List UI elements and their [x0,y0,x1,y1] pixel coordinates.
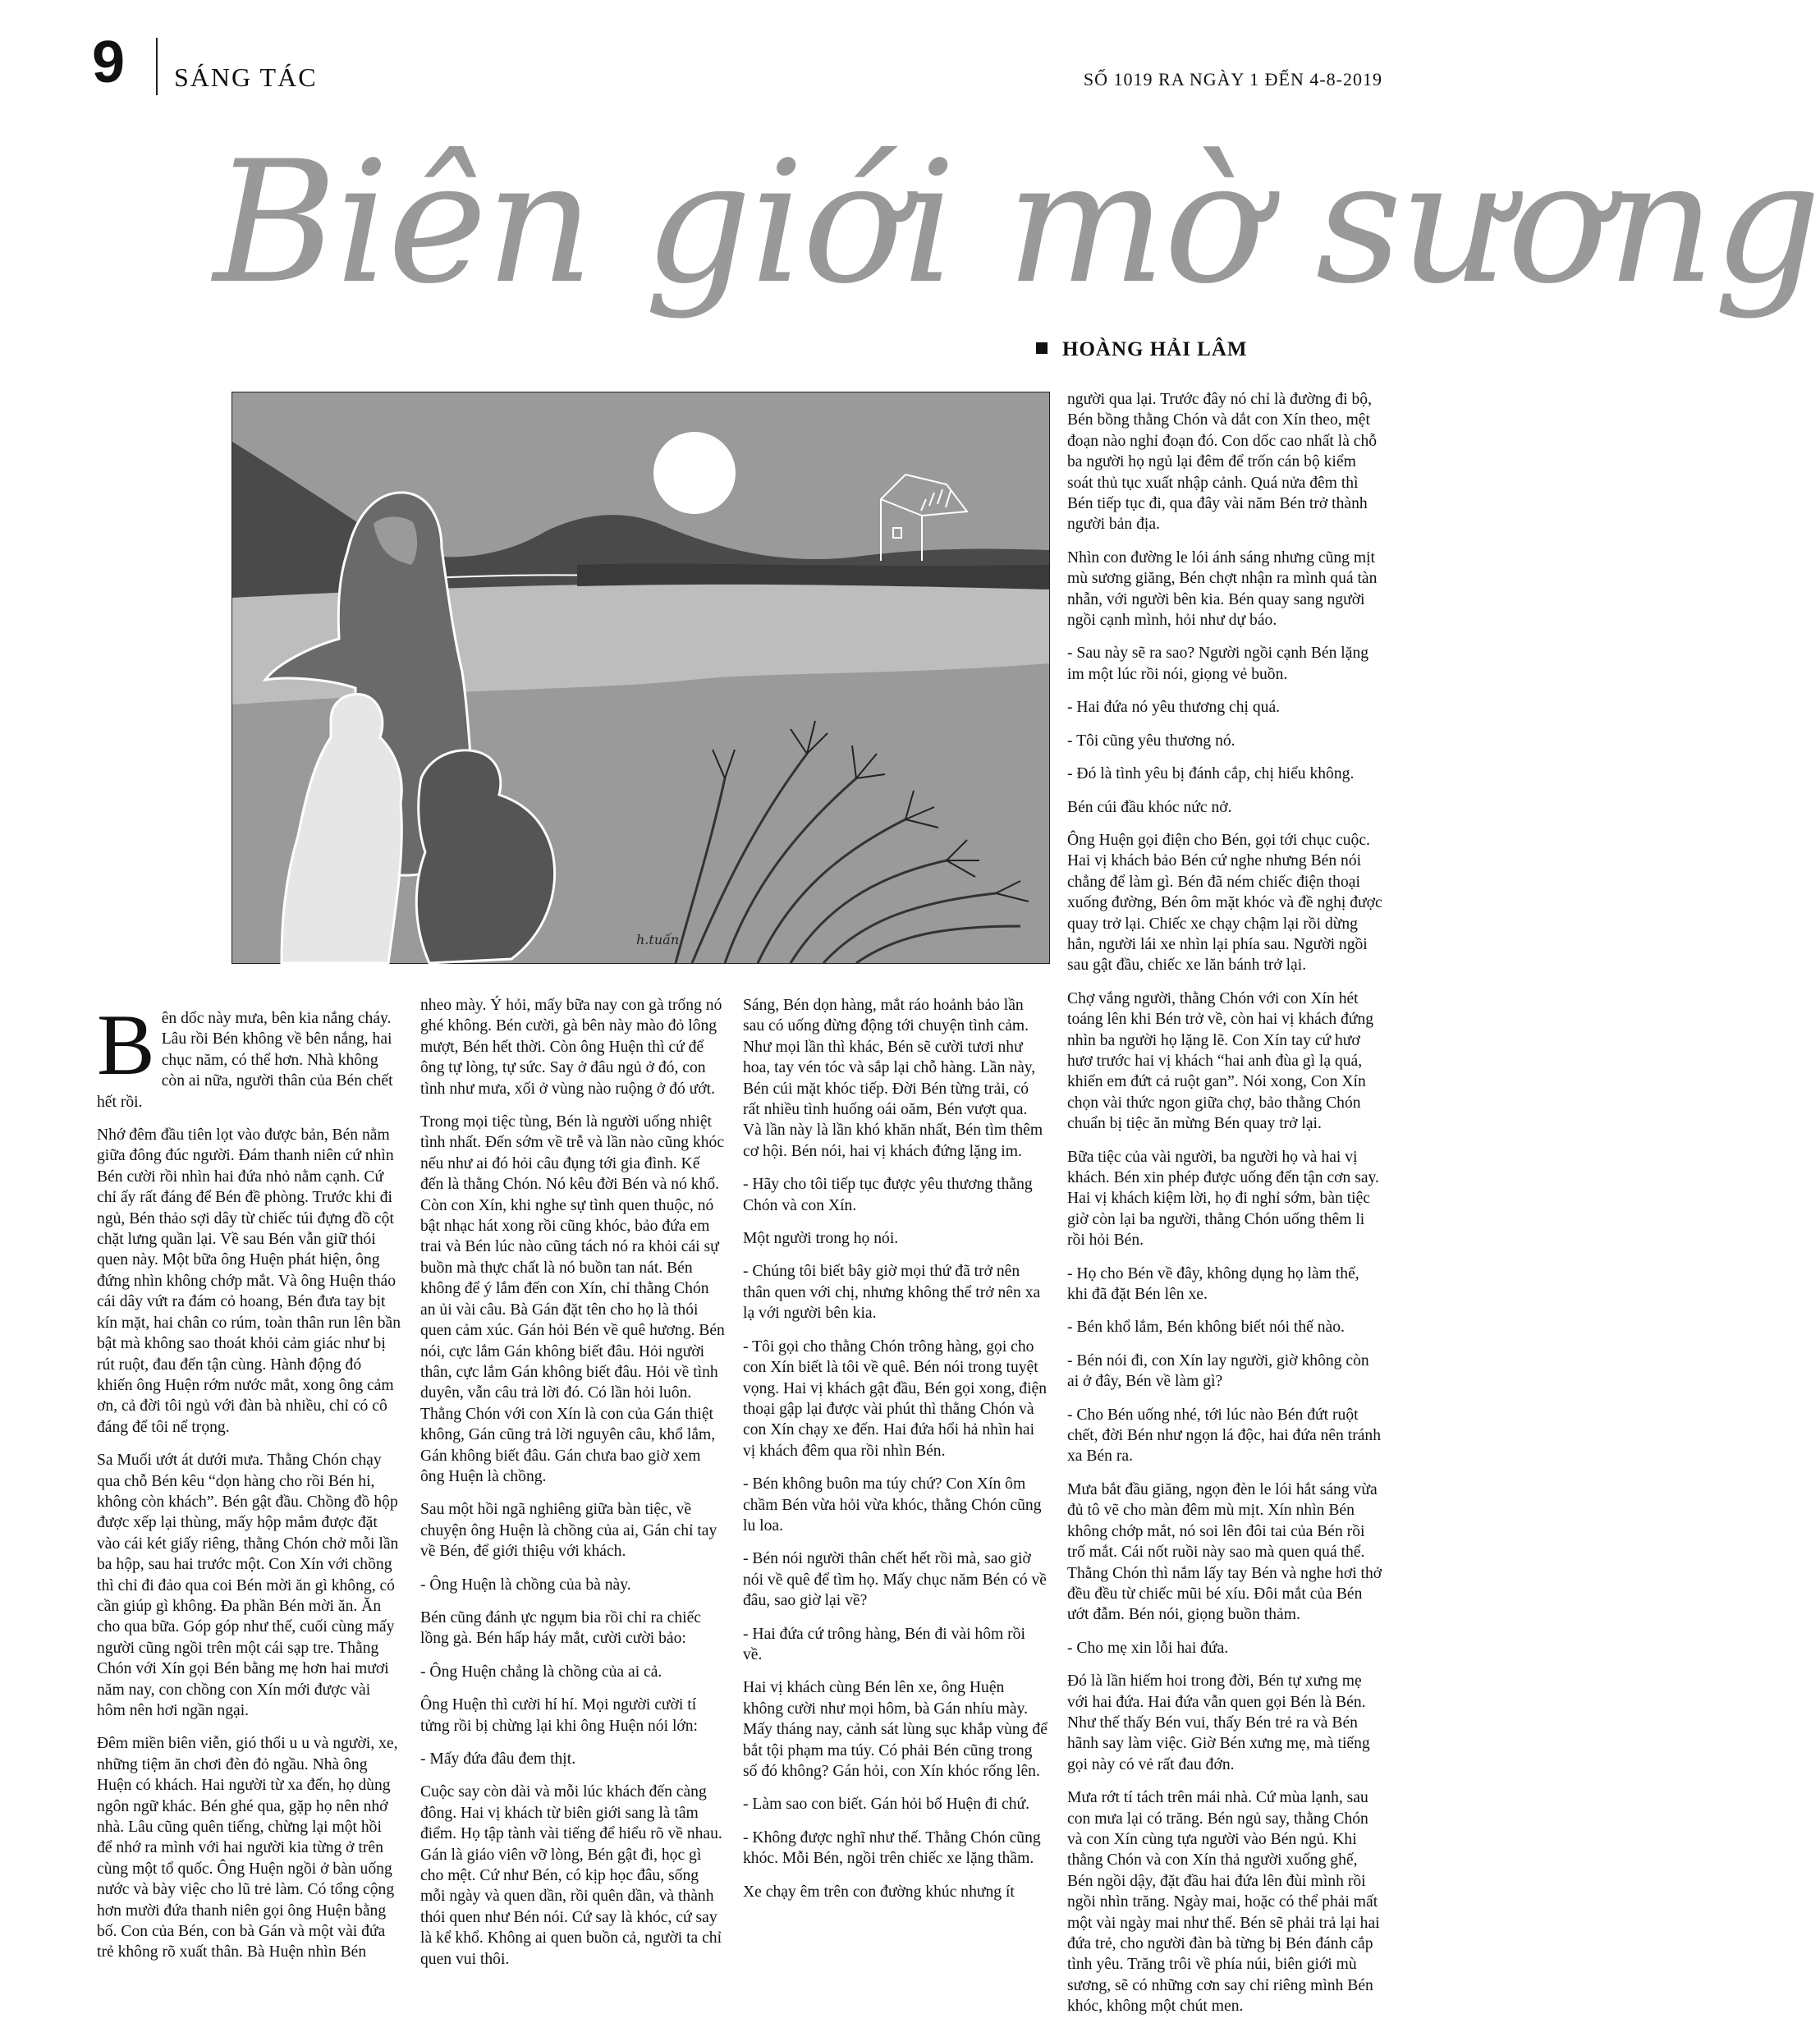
drop-cap: B [97,997,155,1093]
paragraph: - Không được nghĩ như thế. Thằng Chón cũng khóc. Mỗi Bén, ngồi trên chiếc xe lặng thầm. [743,1828,1041,1868]
paragraph: - Cho mẹ xin lỗi hai đứa. [1067,1639,1229,1657]
paragraph: Mưa rớt tí tách trên mái nhà. Cứ mùa lạnh, sau con mưa lại có trăng. Bén ngủ say, thằng Chón và con Xín cùng tựa người vào Bén ngủ. Khi thằng Chón và con Xín thả người xuống ghế, Bén ngồi dậy, đặt đầu hai đứa lên đùi mình rồi ngồi nhìn trăng. Ngày mai, hoặc có thể phải mất một vài ngày mai như thế. Bén sẽ phải trả lại hai đứa trẻ, cho người đàn bà từng bị Bén đánh cắp tình yêu. Trăng trôi về phía núi, biên giới mù sương, sẽ có những cơn say chỉ riêng mình Bén khóc, không một chút men. [1067,1789,1380,2016]
text-column-4 [1067,389,1383,2030]
square-bullet-icon [1036,342,1048,354]
paragraph: Hai vị khách cùng Bén lên xe, ông Huện không cười như mọi hôm, bà Gán nhíu mày. Mấy tháng nay, cảnh sát lùng sục khắp vùng để bắt tội phạm ma túy. Có phải Bén cũng trong số đó không? Gán hỏi, con Xín khóc rống lên. [743,1679,1048,1780]
paragraph: Một người trong họ nói. [743,1230,899,1248]
paragraph: - Chúng tôi biết bây giờ mọi thứ đã trở nên thân quen với chị, nhưng không thể trở nên xa lạ với người bên kia. [743,1263,1041,1323]
paragraph: - Đó là tình yêu bị đánh cắp, chị hiểu không. [1067,765,1355,783]
story-illustration [232,392,1050,964]
paragraph: Ông Huện thì cười hí hí. Mọi người cười tí tửng rồi bị chừng lại khi ông Huện nói lớn: [420,1696,698,1735]
paragraph: Đêm miền biên viễn, gió thổi u u và người, xe, những tiệm ăn chơi đèn đỏ ngầu. Nhà ông Huện có khách. Hai người từ xa đến, họ dùng ngôn ngữ khác. Bén ghé qua, gặp họ nên nhớ nhà. Lâu cũng quên tiếng, chừng lại một hồi để nhớ ra mình với hai người kia từng ở trên cùng một tổ quốc. Ông Huện ngồi ở bàn uống nước và bày việc cho lũ trẻ làm. Có tổng cộng hơn mười đứa thanh niên gọi ông Huện bằng bố. Con của Bén, con bà Gán và một vài đứa trẻ không rõ xuất thân. Bà Huện nhìn Bén [97,1735,398,1961]
illustration-drawing [232,392,1049,963]
section-name: SÁNG TÁC [174,62,318,92]
paragraph: - Sau này sẽ ra sao? Người ngồi cạnh Bén lặng im một lúc rồi nói, giọng vẻ buồn. [1067,645,1369,683]
illustrator-signature: h.tuấn [636,932,680,947]
issue-date: SỐ 1019 RA NGÀY 1 ĐẾN 4-8-2019 [1083,69,1382,89]
paragraph: Cuộc say còn dài và mỗi lúc khách đến càng đông. Hai vị khách từ biên giới sang là tâm điểm. Họ tập tành vài tiếng để hiểu rõ về nhau. Gán là giáo viên vỡ lòng, Bén gật đi, học gì cho mệt. Cứ như Bén, có kịp học đâu, sống mỗi ngày và quen dần, rồi quên dần, và thành thói quen như Bén nói. Cứ say là khóc, cứ say là kể khổ. Không ai quen buồn cả, người ta chỉ quen vui thôi. [420,1783,722,1968]
paragraph: - Mấy đứa đâu đem thịt. [420,1750,576,1768]
paragraph: - Tôi cũng yêu thương nó. [1067,732,1235,750]
paragraph: nheo mày. Ý hỏi, mấy bữa nay con gà trống nó ghé không. Bén cười, gà bên này mào đỏ lông mượt, Bén hết thời. Còn ông Huện thì cứ để ông tự lòng, tự sức. Say ở đâu ngủ ở đó, con tình như mưa, xối ở vùng nào ruộng ở đó ướt. [420,997,722,1098]
paragraph: - Hai đứa cứ trông hàng, Bén đi vài hôm rồi về. [743,1625,1025,1663]
text-column-2 [420,995,726,1982]
paragraph: Chợ vắng người, thằng Chón với con Xín hét toáng lên khi Bén trở về, còn hai vị khách đứng nhìn ba người họ lặng lẽ. Con Xín tay cứ hươ hươ trước hai vị khách “hai anh đùa gì lạ quá, khiến em đứt cả ruột gan”. Nói xong, Con Xín chọn vài thức ngon giữa chợ, bảo thằng Chón chuẩn bị tiệc ăn mừng Bén quay trở lại. [1067,989,1374,1133]
paragraph: - Hãy cho tôi tiếp tục được yêu thương thằng Chón và con Xín. [743,1176,1033,1214]
paragraph: Trong mọi tiệc tùng, Bén là người uống nhiệt tình nhất. Đến sớm về trễ và lần nào cũng khóc nếu như ai đó hỏi câu đụng tới gia đình. Kế đến là thằng Chón. Nó kêu đời Bén và nó khổ. Còn con Xín, khi nghe sự tình quen thuộc, nó bật nhạc hát xong rồi cũng khóc, bảo đứa em trai và Bén lúc nào cũng tách nó ra khỏi cái sự buồn mà thực chất là nó buồn tan nát. Bén không để ý lắm đến con Xín, chỉ thằng Chón an ủi vài câu. Bà Gán đặt tên cho họ là thói quen cảm xúc. Gán hỏi Bén về quê hương. Bén nói, cực lắm Gán không biết đâu. Hỏi người thân, cực lắm Gán không biết đâu. Hỏi về tình duyên, vẫn câu trả lời đó. Có lần hỏi luôn. Thằng Chón với con Xín là con của Gán thiệt không, Gán cũng trả lời nguyên câu, khổ lắm, Gán không biết đâu. Gán chưa bao giờ xem ông Huện là chồng. [420,1113,725,1485]
paragraph: - Bén nói người thân chết hết rồi mà, sao giờ nói về quê để tìm họ. Mấy chục năm Bén có về đâu, sao giờ lại về? [743,1550,1048,1610]
author-name: HOÀNG HẢI LÂM [1062,338,1248,360]
paragraph: Nhìn con đường le lói ánh sáng nhưng cũng mịt mù sương giăng, Bén chợt nhận ra mình quá tàn nhẫn, với người bên kia. Bén quay sang người ngồi cạnh mình, hỏi như dự báo. [1067,548,1378,630]
paragraph: - Ông Huện là chồng của bà này. [420,1576,631,1594]
header-divider [156,38,158,95]
paragraph: Sa Muối ướt át dưới mưa. Thằng Chón chạy qua chỗ Bén kêu “dọn hàng cho rồi Bén hi, không còn khách”. Bén gật đầu. Chồng đồ hộp được xếp lại thùng, mấy hộp mắm được đặt vào cái két giấy riêng, thằng Chón chở mỗi lần ba hộp, sau hai trước một. Con Xín với chồng thì chỉ đi đảo qua coi Bén mời ăn gì không, có cần giúp gì không. Đa phần Bén mời ăn. Ăn cho qua bữa. Góp góp như thế, cuối cùng mấy người cũng ngồi trên một cái sạp tre. Thằng Chón với Xín gọi Bén bằng mẹ hơn hai mươi năm nay, con chồng con Xín mới được vài hôm nên hơi ngần ngại. [97,1452,399,1719]
paragraph: Ông Huện gọi điện cho Bén, gọi tới chục cuộc. Hai vị khách bảo Bén cứ nghe nhưng Bén nói chẳng để làm gì. Bén đã ném chiếc điện thoại xuống đường, Bén ôm mặt khóc và đề nghị được quay trở lại. Chiếc xe chạy chậm lại rồi dừng hẳn, người lái xe nhìn lại phía sau. Người ngồi sau gật đầu, chiếc xe lăn bánh trở lại. [1067,831,1382,975]
text-column-3 [743,995,1048,1915]
paragraph: Xe chạy êm trên con đường khúc nhưng ít [743,1883,1015,1901]
paragraph: Bữa tiệc của vài người, ba người họ và hai vị khách. Bén xin phép được uống đến tận cơn say. Hai vị khách kiệm lời, họ đi nghỉ sớm, bàn tiệc giờ còn lại ba người, thằng Chón uống thêm li rồi hỏi Bén. [1067,1148,1379,1250]
paragraph: Đó là lần hiếm hoi trong đời, Bén tự xưng mẹ với hai đứa. Hai đứa vẫn quen gọi Bén là Bén. Như thế thấy Bén vui, thấy Bén trẻ ra và Bén hãnh say làm việc. Giờ Bén xưng mẹ, mà tiếng gọi này có vẻ rất đau đớn. [1067,1672,1370,1773]
paragraph: - Làm sao con biết. Gán hỏi bố Huện đi chứ. [743,1796,1030,1814]
paragraph: - Bén không buôn ma túy chứ? Con Xín ôm chầm Bén vừa hỏi vừa khóc, thằng Chón cũng lu loa. [743,1475,1042,1535]
paragraph: Bên dốc này mưa, bên kia nắng cháy. Lâu rồi Bén không về bên nắng, hai chục năm, có thể hơn. Nhà không còn ai nữa, người thân của Bén chết hết rồi. [97,997,393,1111]
paragraph: - Hai đứa nó yêu thương chị quá. [1067,699,1281,717]
paragraph: Sau một hồi ngã nghiêng giữa bàn tiệc, về chuyện ông Huện là chồng của ai, Gán chỉ tay về Bén, để giới thiệu với khách. [420,1501,717,1561]
paragraph: - Bén khổ lắm, Bén không biết nói thế nào. [1067,1319,1345,1337]
paragraph: - Bén nói đi, con Xín lay người, giờ không còn ai ở đây, Bén về làm gì? [1067,1351,1369,1391]
paragraph: - Cho Bén uống nhé, tới lúc nào Bén đứt ruột chết, đời Bén như ngọn lá độc, hai đứa nên tránh xa Bén ra. [1067,1406,1382,1466]
text-column-1 [97,997,401,1975]
paragraph: Nhớ đêm đầu tiên lọt vào được bản, Bén nằm giữa đông đúc người. Đám thanh niên cứ nhìn Bén cười rồi nhìn hai đứa nhỏ nằm cạnh. Cứ chỉ ấy rất đáng để Bén đề phòng. Trước khi đi ngủ, Bén thảo sợi dây từ chiếc túi đựng đồ cột chặt lưng quần lại. Về sau Bén vẫn giữ thói quen này. Một bữa ông Huện phát hiện, ông đứng nhìn không chớp mắt. Và ông Huện tháo cái dây vứt ra đám cỏ hoang, Bén đưa tay bịt kín mặt, hai chân co rúm, toàn thân run lên bần bật mà không sao thoát khỏi cảm giác như bị rút ruột, đau đến tận cùng. Hành động đó khiến ông Huện rớm nước mắt, xong ông cảm ơn, cả đời tôi ngủ với đàn bà nhiều, chỉ có cô đáng để tôi nể trọng. [97,1126,401,1436]
paragraph: người qua lại. Trước đây nó chỉ là đường đi bộ, Bén bồng thằng Chón và dắt con Xín theo, mệt đoạn nào nghỉ đoạn đó. Con dốc cao nhất là chỗ ba người họ ngủ lại đêm để trốn cán bộ kiểm soát thủ tục xuất nhập cảnh. Quá nửa đêm thì Bén tiếp tục đi, qua đây vài năm Bén trở thành người bản địa. [1067,391,1378,534]
paragraph: Bén cũng đánh ực ngụm bia rồi chỉ ra chiếc lồng gà. Bén hấp háy mắt, cười cười bảo: [420,1608,701,1648]
page-number: 9 [92,30,126,95]
paragraph: - Tôi gọi cho thằng Chón trông hàng, gọi cho con Xín biết là tôi về quê. Bén nói trong tuyệt vọng. Hai vị khách gật đầu, Bén gọi xong, điện thoại gập lại được vài phút thì thằng Chón và con Xín chạy xe đến. Hai đứa hổi hả nhìn hai vị khách đêm qua rồi nhìn Bén. [743,1337,1048,1460]
paragraph: - Ông Huện chẳng là chồng của ai cả. [420,1663,662,1681]
paragraph: Mưa bắt đầu giăng, ngọn đèn le lói hắt sáng vừa đủ tô vẽ cho màn đêm mù mịt. Xín nhìn Bén không chớp mắt, nó soi lên đôi tai của Bén rồi trố mắt. Cái nốt ruồi này sao mà quen quá thể. Thằng Chón thì nắm lấy tay Bén và nghe hơi thở đều đều từ chiếc mũi bé xíu. Đôi mắt của Bén ướt đẫm. Bén nói, giọng buồn thảm. [1067,1480,1382,1624]
author-byline [1036,338,1248,361]
moon-shape [653,432,736,514]
page-header [0,0,1479,131]
paragraph: - Họ cho Bén về đây, không dụng họ làm thế, khi đã đặt Bén lên xe. [1067,1264,1359,1304]
paragraph: Sáng, Bén dọn hàng, mắt ráo hoảnh bảo lần sau có uống đừng động tới chuyện tình cảm. Như mọi lần thì khác, Bén sẽ cười tươi như hoa, tay vén tóc và sắp lại chỗ hàng. Lần này, Bén cúi mặt khóc tiếp. Đời Bén từng trải, có rất nhiều tình huống oái oăm, Bén vượt qua. Và lần này là lần khó khăn nhất, Bén tìm thêm cơ hội. Bén nói, hai vị khách đứng lặng im. [743,997,1043,1160]
paragraph: Bén cúi đầu khóc nức nở. [1067,798,1232,816]
article-title: Biên giới mờ sương [213,126,1820,321]
